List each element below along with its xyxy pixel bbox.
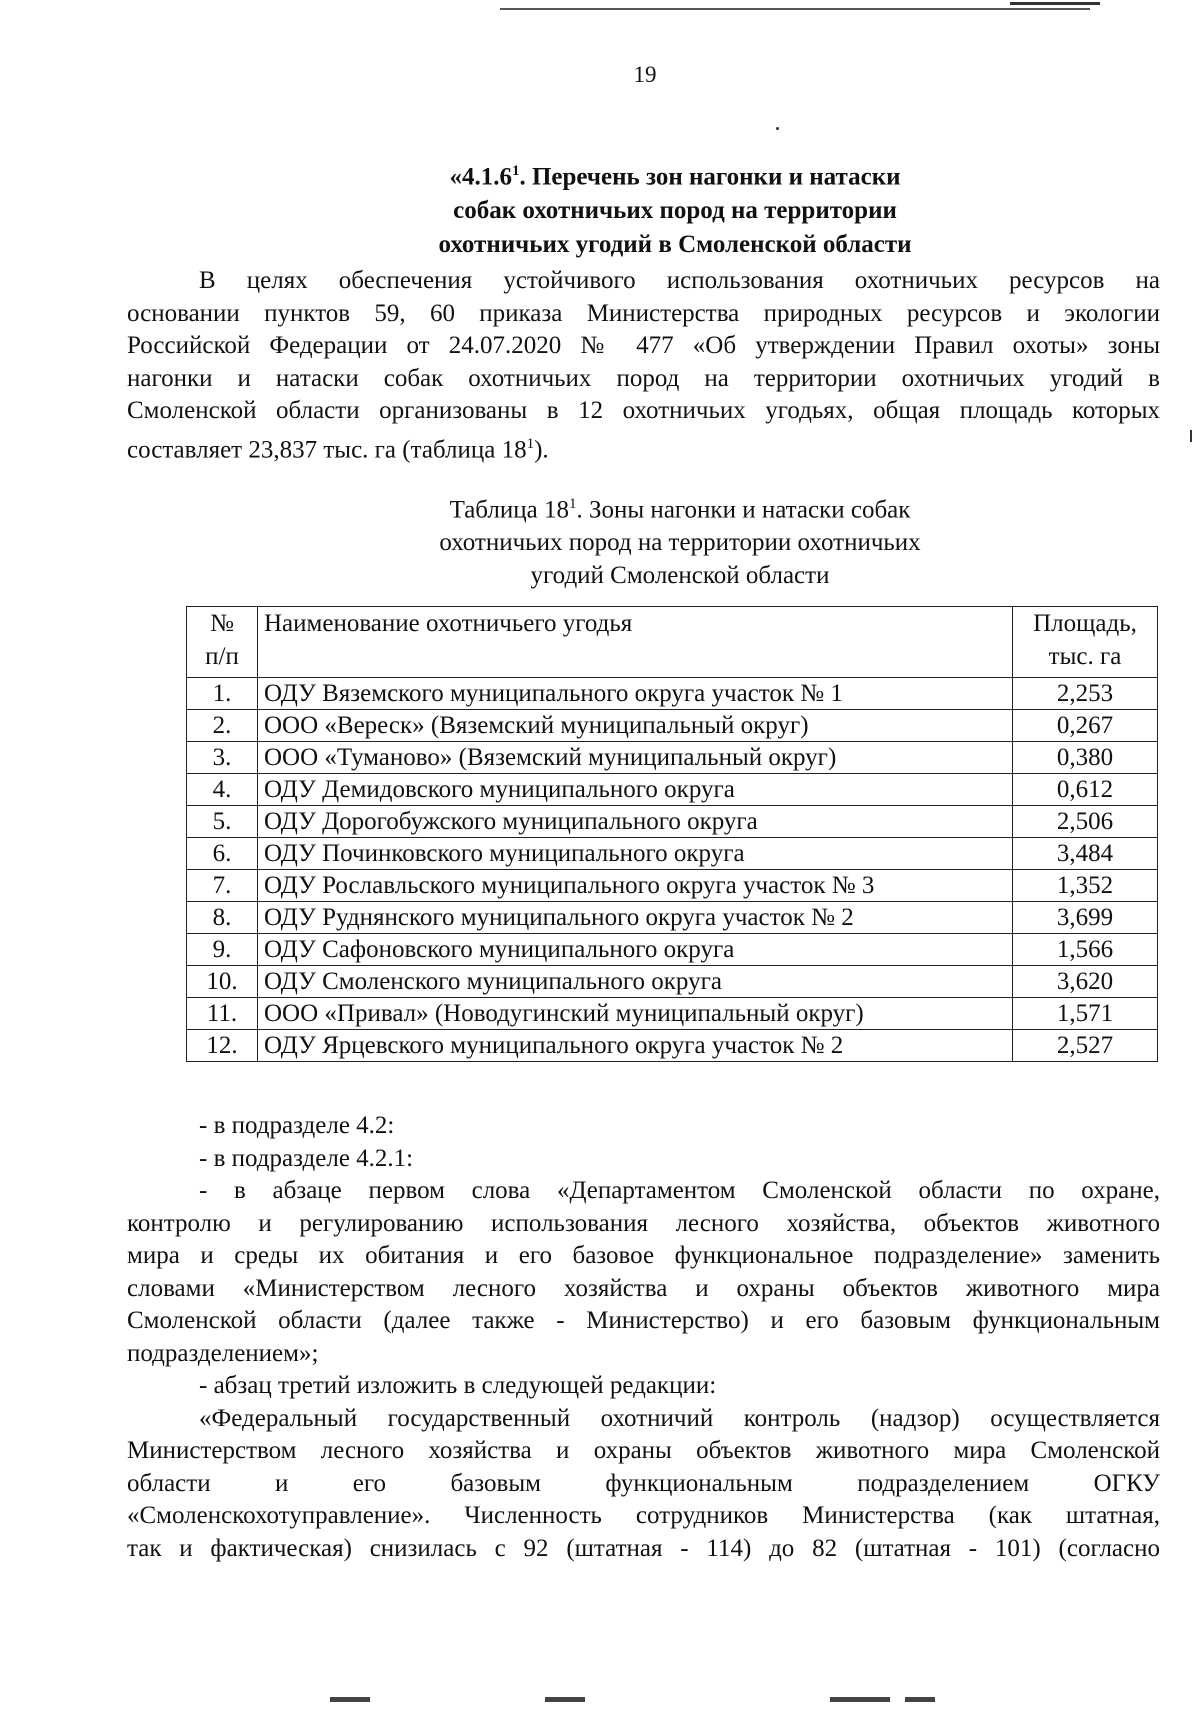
row-area: 3,699 bbox=[1013, 902, 1158, 934]
row-area: 3,620 bbox=[1013, 966, 1158, 998]
amendment-line: - абзац третий изложить в следующей редакции: bbox=[199, 1372, 717, 1399]
table-row bbox=[187, 806, 1158, 838]
amendment-line: «Смоленскохотуправление». Численность сотрудников Министерства (как штатная, bbox=[127, 1502, 1160, 1529]
scan-artifact-bottom bbox=[545, 1697, 585, 1702]
table-row bbox=[187, 1030, 1158, 1062]
table-caption-line-1: Таблица $18^1$. Зоны нагонки и натаски собак bbox=[449, 496, 911, 524]
row-number: 11. bbox=[187, 998, 258, 1030]
intro-line: основании пунктов 59, 60 приказа Министерства природных ресурсов и экологии bbox=[127, 299, 1160, 327]
amendments-text bbox=[127, 1110, 1160, 1565]
amendment-line: Министерством лесного хозяйства и охраны объектов животного мира Смоленской bbox=[127, 1437, 1160, 1464]
intro-line: Российской Федерации от 24.07.2020 № 477 «Об утверждении Правил охоты» зоны bbox=[127, 332, 1160, 359]
scan-artifact-top-mark bbox=[1010, 2, 1100, 5]
row-name: ОДУ Руднянского муниципального округа участок № 2 bbox=[258, 902, 1013, 934]
row-name: ООО «Привал» (Новодугинский муниципальный округ) bbox=[258, 998, 1013, 1030]
row-name: ОДУ Смоленского муниципального округа bbox=[258, 966, 1013, 998]
row-area: 1,566 bbox=[1013, 934, 1158, 966]
table-row bbox=[187, 774, 1158, 806]
table-row bbox=[187, 902, 1158, 934]
row-area: 3,484 bbox=[1013, 838, 1158, 870]
amendment-line: области и его базовым функциональным подразделением ОГКУ bbox=[127, 1469, 1160, 1497]
amendment-line: - в подразделе 4.2: bbox=[199, 1112, 395, 1139]
intro-line: составляет 23,837 тыс. га (таблица $18^1$). bbox=[127, 435, 549, 463]
intro-paragraph bbox=[127, 265, 1160, 466]
scan-artifact-dot bbox=[776, 127, 779, 130]
row-name: ОДУ Рославльского муниципального округа участок № 3 bbox=[258, 870, 1013, 902]
amendment-line: - в абзаце первом слова «Департаментом Смоленской области по охране, bbox=[199, 1177, 1160, 1204]
row-area: 2,506 bbox=[1013, 806, 1158, 838]
table-row bbox=[187, 838, 1158, 870]
amendment-line: - в подразделе 4.2.1: bbox=[199, 1144, 414, 1172]
intro-line: Смоленской области организованы в 12 охотничьих угодьях, общая площадь которых bbox=[127, 397, 1160, 424]
row-area: 1,352 bbox=[1013, 870, 1158, 902]
row-name: ОДУ Демидовского муниципального округа bbox=[258, 774, 1013, 806]
table-row bbox=[187, 934, 1158, 966]
intro-line: нагонки и натаски собак охотничьих пород на территории охотничьих угодий в bbox=[127, 364, 1160, 392]
row-area: 0,380 bbox=[1013, 742, 1158, 774]
scan-artifact-top-line bbox=[500, 8, 1090, 10]
amendment-line: «Федеральный государственный охотничий контроль (надзор) осуществляется bbox=[199, 1404, 1160, 1432]
table-row bbox=[187, 998, 1158, 1030]
section-title-line-2: собак охотничьих пород на территории bbox=[453, 197, 897, 225]
zones-table bbox=[186, 606, 1158, 1062]
row-number: 5. bbox=[187, 806, 258, 838]
row-number: 3. bbox=[187, 742, 258, 774]
row-area: 1,571 bbox=[1013, 998, 1158, 1030]
row-number: 8. bbox=[187, 902, 258, 934]
row-name: ОДУ Вяземского муниципального округа участок № 1 bbox=[258, 678, 1013, 710]
section-title-line-3: охотничьих угодий в Смоленской области bbox=[438, 231, 912, 259]
row-area: 0,267 bbox=[1013, 710, 1158, 742]
row-name: ОДУ Починковского муниципального округа bbox=[258, 838, 1013, 870]
scan-artifact-bottom bbox=[905, 1697, 935, 1702]
row-number: 1. bbox=[187, 678, 258, 710]
header-name: Наименование охотничьего угодья bbox=[258, 607, 1013, 678]
row-area: 2,253 bbox=[1013, 678, 1158, 710]
scan-artifact-bottom bbox=[830, 1697, 890, 1702]
row-number: 6. bbox=[187, 838, 258, 870]
scan-artifact-bottom bbox=[330, 1697, 370, 1702]
table-header-row bbox=[187, 607, 1158, 678]
row-name: ОДУ Ярцевского муниципального округа участок № 2 bbox=[258, 1030, 1013, 1062]
row-name: ООО «Вереск» (Вяземский муниципальный округ) bbox=[258, 710, 1013, 742]
table-row bbox=[187, 966, 1158, 998]
row-number: 12. bbox=[187, 1030, 258, 1062]
header-number: № п/п bbox=[187, 607, 258, 678]
amendment-line: подразделением»; bbox=[127, 1339, 319, 1367]
section-title-line-1: «4.1.6$^1$. Перечень зон нагонки и натаски bbox=[449, 163, 901, 191]
table-row bbox=[187, 678, 1158, 710]
row-number: 4. bbox=[187, 774, 258, 806]
amendment-line: Смоленской области (далее также - Министерство) и его базовым функциональным bbox=[127, 1307, 1160, 1334]
row-name: ОДУ Сафоновского муниципального округа bbox=[258, 934, 1013, 966]
row-name: ООО «Туманово» (Вяземский муниципальный округ) bbox=[258, 742, 1013, 774]
row-area: 0,612 bbox=[1013, 774, 1158, 806]
scan-artifact-margin-mark bbox=[1190, 430, 1192, 442]
amendment-line: словами «Министерством лесного хозяйства и охраны объектов животного мира bbox=[127, 1274, 1160, 1302]
amendment-line: мира и среды их обитания и его базовое функциональное подразделение» заменить bbox=[127, 1242, 1160, 1269]
table-caption-line-2: охотничьих пород на территории охотничьих bbox=[439, 529, 921, 557]
row-number: 2. bbox=[187, 710, 258, 742]
table-row bbox=[187, 742, 1158, 774]
row-number: 10. bbox=[187, 966, 258, 998]
row-name: ОДУ Дорогобужского муниципального округа bbox=[258, 806, 1013, 838]
row-number: 7. bbox=[187, 870, 258, 902]
amendment-line: так и фактическая) снизилась с 92 (штатная - 114) до 82 (штатная - 101) (согласно bbox=[127, 1534, 1160, 1562]
amendment-line: контролю и регулированию использования лесного хозяйства, объектов животного bbox=[127, 1209, 1160, 1237]
table-row bbox=[187, 870, 1158, 902]
section-title bbox=[390, 154, 960, 262]
intro-line: В целях обеспечения устойчивого использования охотничьих ресурсов на bbox=[199, 267, 1160, 294]
table-caption bbox=[380, 488, 980, 592]
header-area: Площадь, тыс. га bbox=[1013, 607, 1158, 678]
table-row bbox=[187, 710, 1158, 742]
page-number: 19 bbox=[633, 62, 657, 87]
table-caption-line-3: угодий Смоленской области bbox=[530, 562, 830, 590]
row-number: 9. bbox=[187, 934, 258, 966]
row-area: 2,527 bbox=[1013, 1030, 1158, 1062]
